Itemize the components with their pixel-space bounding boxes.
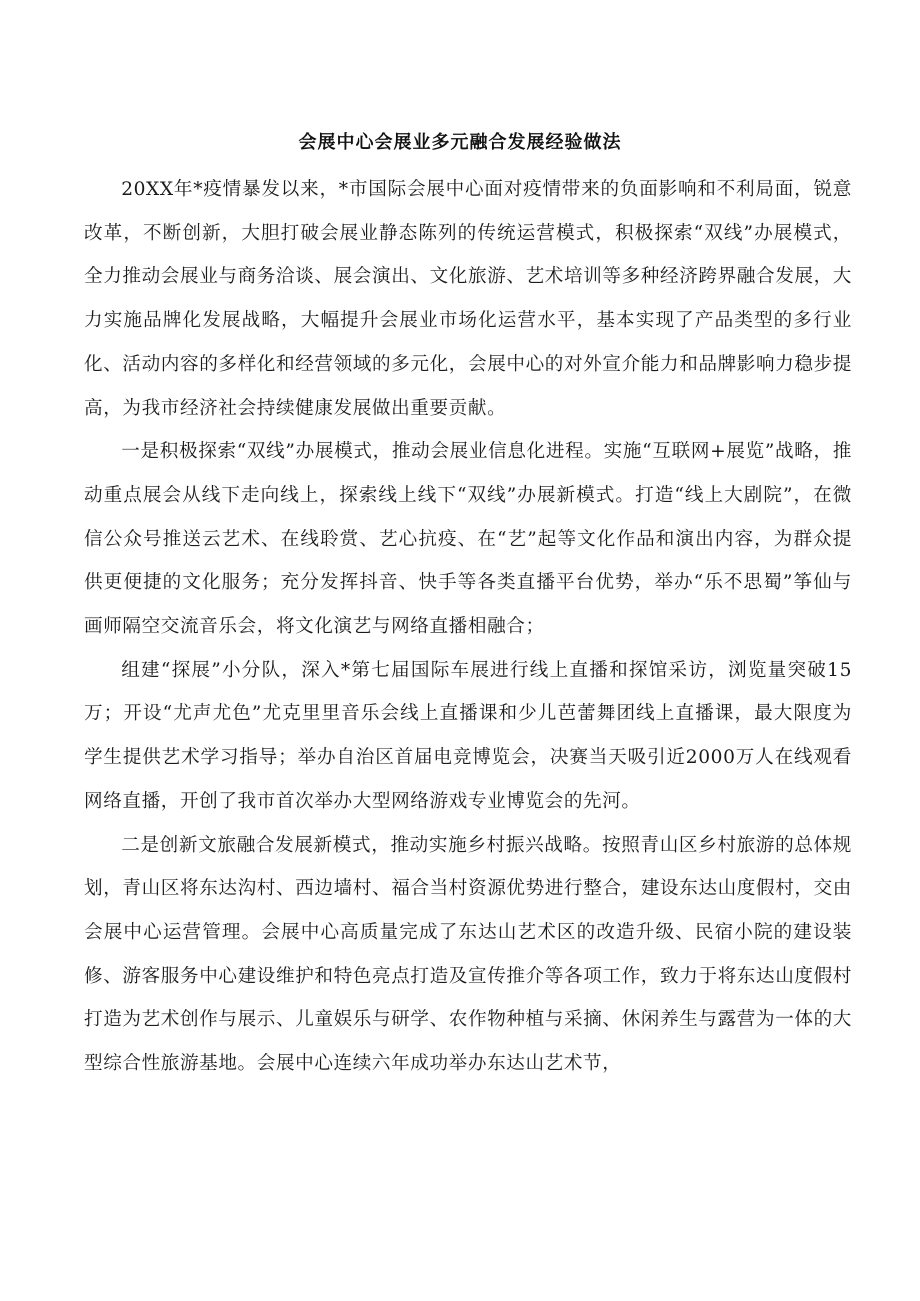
paragraph-exhibition-team: 组建“探展”小分队，深入*第七届国际车展进行线上直播和探馆采访，浏览量突破15万；开设“尤声尤色”尤克里里音乐会线上直播课和少儿芭蕾舞团线上直播课，最大限度为学生提供艺术学习指导；举办自治区首届电竞博览会，决赛当天吸引近2000万人在线观看网络直播，开创了我市首次举办大型网络游戏专业博览会的先河。	[84, 659, 852, 812]
document-title: 会展中心会展业多元融合发展经验做法	[298, 132, 622, 153]
paragraph-cultural-tourism: 二是创新文旅融合发展新模式，推动实施乡村振兴战略。按照青山区乡村旅游的总体规划，青山区将东达沟村、西边墙村、福合当村资源优势进行整合，建设东达山度假村，交由会展中心运营管理。会展中心高质量完成了东达山艺术区的改造升级、民宿小院的建设装修、游客服务中心建设维护和特色亮点打造及宣传推介等各项工作，致力于将东达山度假村打造为艺术创作与展示、儿童娱乐与研学、农作物种植与采摘、休闲养生与露营为一体的大型综合性旅游基地。会展中心连续六年成功举办东达山艺术节，	[84, 834, 852, 1075]
document-body	[84, 168, 852, 1086]
paragraph-intro: 20XX年*疫情暴发以来，*市国际会展中心面对疫情带来的负面影响和不利局面，锐意改革，不断创新，大胆打破会展业静态陈列的传统运营模式，积极探索“双线”办展模式，全力推动会展业与商务洽谈、展会演出、文化旅游、艺术培训等多种经济跨界融合发展，大力实施品牌化发展战略，大幅提升会展业市场化运营水平，基本实现了产品类型的多行业化、活动内容的多样化和经营领域的多元化，会展中心的对外宣介能力和品牌影响力稳步提高，为我市经济社会持续健康发展做出重要贡献。	[84, 179, 852, 419]
paragraph-dual-line-exhibition: 一是积极探索“双线”办展模式，推动会展业信息化进程。实施“互联网+展览”战略，推动重点展会从线下走向线上，探索线上线下“双线”办展新模式。打造“线上大剧院”，在微信公众号推送云艺术、在线聆赏、艺心抗疫、在“艺”起等文化作品和演出内容，为群众提供更便捷的文化服务；充分发挥抖音、快手等各类直播平台优势，举办“乐不思蜀”筝仙与画师隔空交流音乐会，将文化演艺与网络直播相融合；	[84, 441, 852, 638]
